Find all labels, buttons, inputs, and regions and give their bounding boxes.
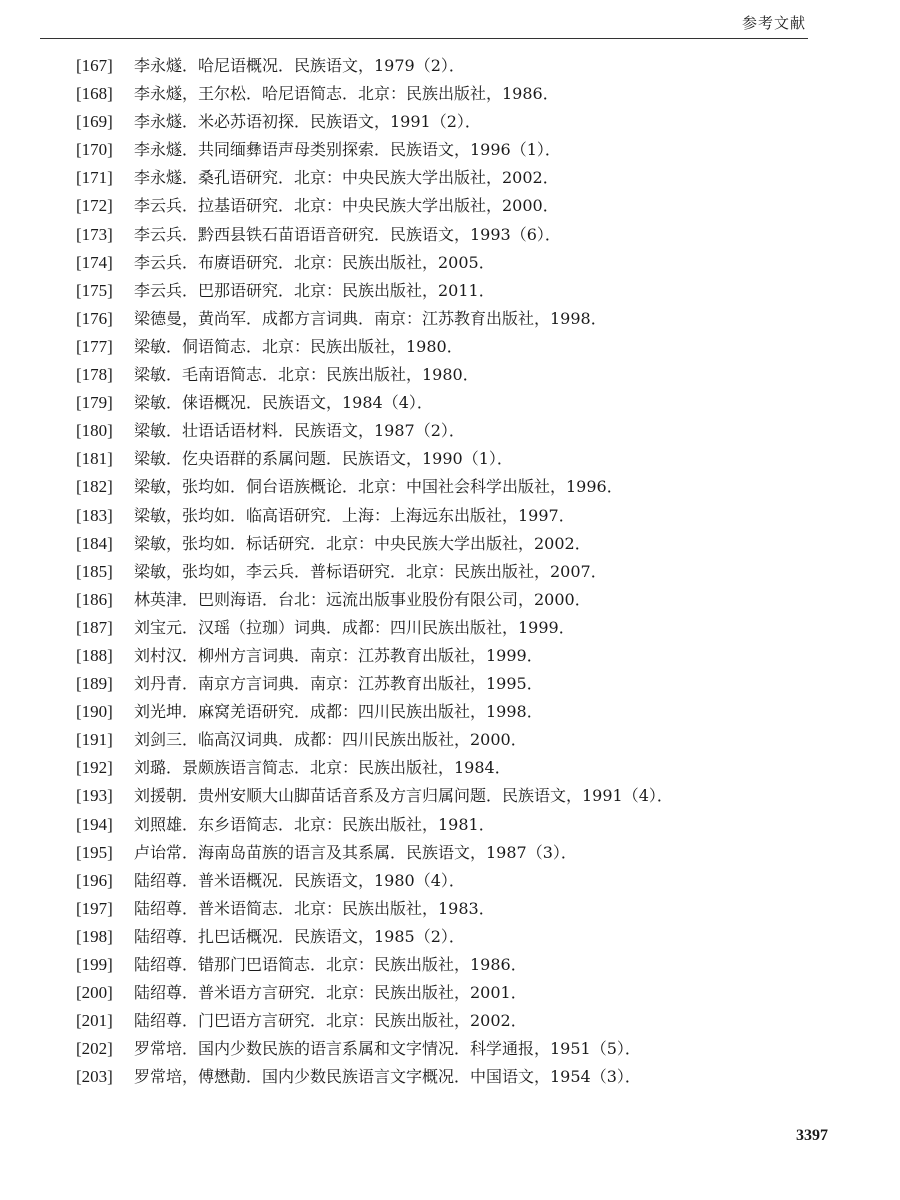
reference-number: [203] (76, 1067, 113, 1087)
reference-number: [174] (76, 252, 113, 272)
running-header-title: 参考文献 (741, 14, 806, 32)
reference-text: 卢诒常．海南岛苗族的语言及其系属．民族语文，1987（3）． (134, 842, 577, 862)
reference-number: [184] (76, 533, 113, 553)
reference-entry (76, 1064, 836, 1092)
reference-number: [168] (76, 84, 113, 104)
reference-number: [177] (76, 336, 113, 356)
reference-number: [194] (76, 814, 113, 834)
reference-text: 梁敏．壮语话语材料．民族语文，1987（2）． (134, 421, 465, 441)
reference-text: 陆绍尊．门巴语方言研究．北京：民族出版社，2002． (134, 1011, 527, 1031)
reference-number: [170] (76, 140, 113, 160)
reference-number: [171] (76, 168, 113, 188)
reference-entry (76, 278, 836, 306)
reference-text: 梁敏，张均如．临高语研究．上海：上海远东出版社，1997． (134, 505, 575, 525)
reference-text: 罗常培．国内少数民族的语言系属和文字情况．科学通报，1951（5）． (134, 1039, 641, 1059)
reference-text: 梁敏．仡央语群的系属问题．民族语文，1990（1）． (134, 449, 513, 469)
reference-entry (76, 699, 836, 727)
reference-text: 林英津．巴则海语．台北：远流出版事业股份有限公司，2000． (134, 589, 591, 609)
reference-number: [201] (76, 1011, 113, 1031)
reference-number: [175] (76, 280, 113, 300)
reference-list (76, 53, 836, 1092)
reference-entry (76, 53, 836, 81)
reference-entry (76, 755, 836, 783)
reference-text: 刘丹青．南京方言词典．南京：江苏教育出版社，1995． (134, 674, 543, 694)
reference-number: [200] (76, 983, 113, 1003)
reference-entry (76, 1008, 836, 1036)
reference-entry (76, 812, 836, 840)
reference-text: 李云兵．黔西县铁石苗语语音研究．民族语文，1993（6）． (134, 224, 561, 244)
reference-number: [192] (76, 758, 113, 778)
reference-number: [190] (76, 702, 113, 722)
reference-number: [197] (76, 898, 113, 918)
reference-text: 梁德曼，黄尚军．成都方言词典．南京：江苏教育出版社，1998． (134, 308, 607, 328)
reference-text: 陆绍尊．扎巴话概况．民族语文，1985（2）． (134, 926, 465, 946)
reference-text: 刘村汉．柳州方言词典．南京：江苏教育出版社，1999． (134, 645, 543, 665)
reference-number: [173] (76, 224, 113, 244)
reference-number: [178] (76, 365, 113, 385)
reference-text: 梁敏．侗语简志．北京：民族出版社，1980． (134, 336, 463, 356)
reference-number: [185] (76, 561, 113, 581)
page-number: 3397 (796, 1127, 828, 1144)
reference-number: [188] (76, 645, 113, 665)
reference-text: 陆绍尊．错那门巴语简志．北京：民族出版社，1986． (134, 955, 527, 974)
reference-entry (76, 868, 836, 896)
reference-number: [186] (76, 589, 113, 609)
reference-entry (76, 727, 836, 755)
reference-entry (76, 896, 836, 924)
reference-number: [196] (76, 870, 113, 890)
reference-entry (76, 671, 836, 699)
reference-number: [183] (76, 505, 113, 525)
reference-entry (76, 980, 836, 1008)
reference-text: 刘宝元．汉瑶（拉珈）词典．成都：四川民族出版社，1999． (134, 617, 575, 637)
reference-number: [199] (76, 955, 113, 974)
reference-text: 李云兵．布赓语研究．北京：民族出版社，2005． (134, 252, 495, 272)
reference-number: [202] (76, 1039, 113, 1059)
reference-entry (76, 952, 836, 980)
reference-text: 罗常培，傅懋勣．国内少数民族语言文字概况．中国语文，1954（3）． (134, 1067, 641, 1087)
reference-entry (76, 1036, 836, 1064)
reference-number: [187] (76, 617, 113, 637)
reference-entry (76, 446, 836, 474)
reference-text: 陆绍尊．普米语概况．民族语文，1980（4）． (134, 870, 465, 890)
reference-text: 刘光坤．麻窝羌语研究．成都：四川民族出版社，1998． (134, 702, 543, 722)
reference-number: [195] (76, 842, 113, 862)
reference-number: [176] (76, 308, 113, 328)
reference-text: 梁敏．毛南语简志．北京：民族出版社，1980． (134, 365, 479, 385)
reference-entry (76, 137, 836, 165)
reference-entry (76, 587, 836, 615)
reference-text: 刘照雄．东乡语简志．北京：民族出版社，1981． (134, 814, 495, 834)
reference-text: 刘璐．景颇族语言简志．北京：民族出版社，1984． (134, 758, 511, 778)
reference-entry (76, 362, 836, 390)
reference-entry (76, 783, 836, 811)
reference-number: [198] (76, 926, 113, 946)
reference-entry (76, 306, 836, 334)
reference-entry (76, 559, 836, 587)
reference-number: [182] (76, 477, 113, 497)
header-rule (40, 38, 808, 39)
reference-entry (76, 109, 836, 137)
reference-entry (76, 418, 836, 446)
reference-number: [167] (76, 56, 113, 75)
reference-number: [181] (76, 449, 113, 469)
reference-number: [169] (76, 112, 113, 132)
reference-text: 李永燧．桑孔语研究．北京：中央民族大学出版社，2002． (134, 168, 559, 188)
reference-text: 陆绍尊．普米语简志．北京：民族出版社，1983． (134, 898, 495, 918)
reference-text: 李永燧．共同缅彝语声母类别探索．民族语文，1996（1）． (134, 140, 561, 160)
reference-text: 李永燧．哈尼语概况．民族语文，1979（2）． (134, 56, 465, 75)
reference-text: 李永燧，王尔松．哈尼语简志．北京：民族出版社，1986． (134, 84, 559, 104)
reference-text: 李云兵．拉基语研究．北京：中央民族大学出版社，2000． (134, 196, 559, 216)
reference-text: 李云兵．巴那语研究．北京：民族出版社，2011． (134, 280, 495, 300)
reference-entry (76, 924, 836, 952)
reference-entry (76, 334, 836, 362)
reference-entry (76, 390, 836, 418)
reference-number: [193] (76, 786, 113, 806)
reference-number: [179] (76, 393, 113, 413)
reference-entry (76, 81, 836, 109)
reference-entry (76, 615, 836, 643)
reference-entry (76, 222, 836, 250)
reference-entry (76, 503, 836, 531)
reference-number: [191] (76, 730, 113, 750)
reference-number: [172] (76, 196, 113, 216)
reference-entry (76, 250, 836, 278)
reference-entry (76, 474, 836, 502)
reference-number: [189] (76, 674, 113, 694)
reference-entry (76, 643, 836, 671)
reference-number: [180] (76, 421, 113, 441)
reference-entry (76, 193, 836, 221)
reference-entry (76, 165, 836, 193)
reference-text: 刘援朝．贵州安顺大山脚苗话音系及方言归属问题．民族语文，1991（4）． (134, 786, 673, 806)
reference-entry (76, 531, 836, 559)
reference-text: 梁敏，张均如．标话研究．北京：中央民族大学出版社，2002． (134, 533, 591, 553)
reference-text: 梁敏，张均如，李云兵．普标语研究．北京：民族出版社，2007． (134, 561, 607, 581)
reference-text: 李永燧．米必苏语初探．民族语文，1991（2）． (134, 112, 481, 132)
reference-text: 梁敏，张均如．侗台语族概论．北京：中国社会科学出版社，1996． (134, 477, 623, 497)
reference-text: 梁敏．俫语概况．民族语文，1984（4）． (134, 393, 433, 413)
reference-text: 刘剑三．临高汉词典．成都：四川民族出版社，2000． (134, 730, 527, 750)
reference-entry (76, 840, 836, 868)
reference-text: 陆绍尊．普米语方言研究．北京：民族出版社，2001． (134, 983, 527, 1003)
